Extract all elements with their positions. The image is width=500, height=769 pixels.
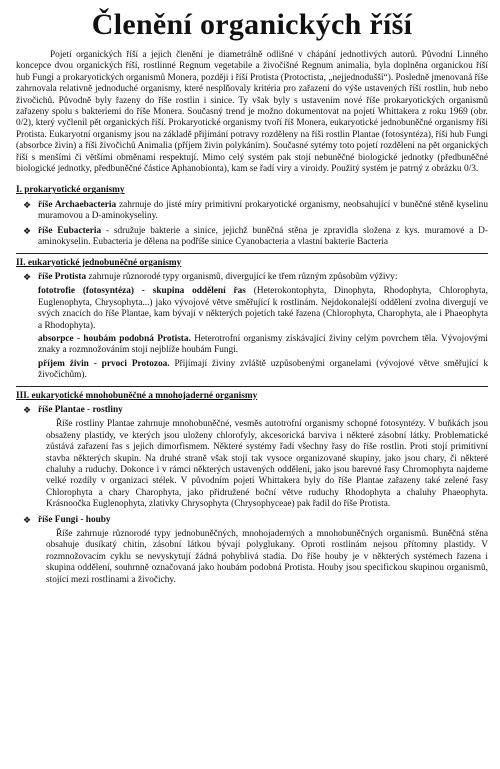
sub-item-head: příjem živin - prvoci Protozoa. [38,358,170,369]
list-item [16,200,488,223]
sub-item-text: Přijímají živiny zvláště uzpůsobenými organelami (vývojové větve směřující k živočichům). [38,358,488,381]
item-text: - sdružuje bakterie a sinice, jejichž buněčná stěna je zpravidla složena z kys. muramové a D-aminokyselin. Eubacteria je dělena na podříše sinice Cyanobacteria a vlastní bakterie Bacteria [38,225,488,248]
item-name: říše Plantae - rostliny [38,404,123,415]
page-title: Členění organických říší [91,8,413,41]
sub-item-head: absorpce - houbám podobná Protista. [38,333,191,344]
bullet-icon: ❖ [23,225,32,236]
intro-paragraph: Pojetí organických říší a jejich členění je diametrálně odlišné v chápání jednotlivých autorů. Původní Linného koncepce dvou organických říší, rostlinné Regnum vegetabile a živočišné Regnum animalia, byla doplněna organickou říší hub Fungi a prokaryotických organismů Monera, později i říší Protista (Protoctista, „nejjednodušší“). Posledně jmenovaná říše zahrnovala relativně jednoduché organismy, které nesplňovaly kritéria pro zařazení do výše ustavených říší rostlin, hub nebo živočichů. Původně byly řazeny do říše rostlin i sinice. Ty však byly s ustavením nové říše prokaryotických organismů zařazeny spolu s bakteriemi do říše Monera. Současný trend je možno dokumentovat na pojetí Whittakera z roku 1969 (obr. 0/2), který vyčlenil pět organických říší. Prokaryotické organismy tvoří říš Monera, eukaryotické jednobuněčné organismy říši Protista. Eukaryotní organismy jsou na základě přijímání potravy rozděleny na říši rostlin Plantae (fotosyntéza), říši hub Fungi (absorbce živin) a říši živočichů Animalia (příjem živin polykáním). Současné sytémy toto pojetí rozdělení na pět organických říší s menšími či většími obměnami respektují. Mimo celý systém pak stojí nebuněčné biologické jednotky (předbuněčné biologické jednotky, předbuněčné částice Aphanobionta), kam se řadí viry a viroidy. Použitý systém je patrný z obrázku 0/3. [16,50,488,175]
sub-item-head: fototrofie (fotosyntéza) - skupina oddělení řas [38,286,246,297]
list-item [16,515,488,526]
section-prokaryotic [16,185,488,248]
bullet-icon: ❖ [23,271,32,282]
list-item [16,405,488,416]
sub-item [16,359,488,382]
item-text: zahrnuje různorodé typy organismů, divergující ke třem různým způsobům výživy: [88,271,398,282]
item-text: Říše zahrnuje různorodé typy jednobuněčných, mnohojaderných a mnohobuněčných organismů. Buněčná stěna obsahuje dusíkatý chitin, zásobní látkou bývají polyglukany. Oproti rostlinám nejsou přítomny plastidy. V rozmnožovacím cyklu se nevyskytují žádná pohyblivá stadia. Do říše houby je v některých systémech řazena i skupina oddělení, souhrnně označovaná jako houbám podobná Protista. Houby jsou specifickou skupinou organismů, stojící mezi rostlinami a živočichy. [46,529,488,585]
section-eukaryotic-unicellular [16,258,488,382]
sub-item-text: Heterotrofní organismy získávající živiny celým povrchem těla. Vývojovými znaky a rozmnožováním stojí nejblíže houbám Fungi. [38,333,488,356]
item-name: říše Protista [38,271,87,282]
sub-item [16,286,488,332]
section-heading: I. prokaryotické organismy [16,185,125,196]
item-name: říše Archaebacteria [38,199,117,210]
bullet-icon: ❖ [23,404,32,415]
section-divider [16,386,488,387]
item-name: říše Eubacteria [38,225,102,236]
item-name: říše Fungi - houby [38,514,111,525]
bullet-icon: ❖ [23,199,32,210]
sub-item-text: (Heterokontophyta, Dinophyta, Rhodophyta, Chlorophyta, Euglenophyta, Chrysophyta...) jako vývojové větve směřující k rostlinám. Nejdokonalejší oddělení zvolna divergují ve svých znacích do říše Plantae, kam bývají v některých pojetích také řazena (Chlorophyta, Charophyta, ale i Phaeophyta a Rhodophyta). [38,286,488,331]
item-text: zahrnuje do jisté míry primitivní prokaryotické organismy, neobsahující v buněčné stěně kyselinu muramovou a D-aminokyseliny. [38,199,488,222]
section-divider [16,253,488,254]
sub-item [16,334,488,357]
list-item [16,226,488,249]
item-text: Říše rostliny Plantae zahrnuje mnohobuněčné, vesměs autotrofní organismy schopné fotosyntézy. V buňkách jsou obsaženy plastidy, ve kterých jsou uloženy chlorofyly, akcesorická barviva i některé zásobní látky. Problematické zůstává zařazení řas s jejich dimorfismem. Některé systémy řadí všechny řasy do říše rostlin. Proti stojí primitivní stavba některých skupin. Na druhé straně však stojí tak vysoce organizované skupiny, jako jsou chary, či některé chaluhy a ruduchy. Dokonce i v rámci některých ustavených oddělení, jako jsou barevné řasy Chromophyta najdeme velké rozdíly v organizaci stélek. V původním pojetí Whittakera byly do říše Plantae zařazeny také zelené řasy Chlorophyta a chary Charophyta, jako přidružené boční větve ruduchy Rhodophyta a chaluhy Phaeophyta. Krásnoočka Euglenophyta, zlativky Chrysophyta (Chrysophyceae) pak řadil do říše Protista. [46,419,488,510]
section-heading: III. eukaryotické mnohobuněčné a mnohojaderné organismy [16,390,258,401]
section-heading: II. eukaryotické jednobuněčné organismy [16,257,182,268]
section-eukaryotic-multicellular [16,391,488,587]
bullet-icon: ❖ [23,514,32,525]
list-item [16,272,488,283]
